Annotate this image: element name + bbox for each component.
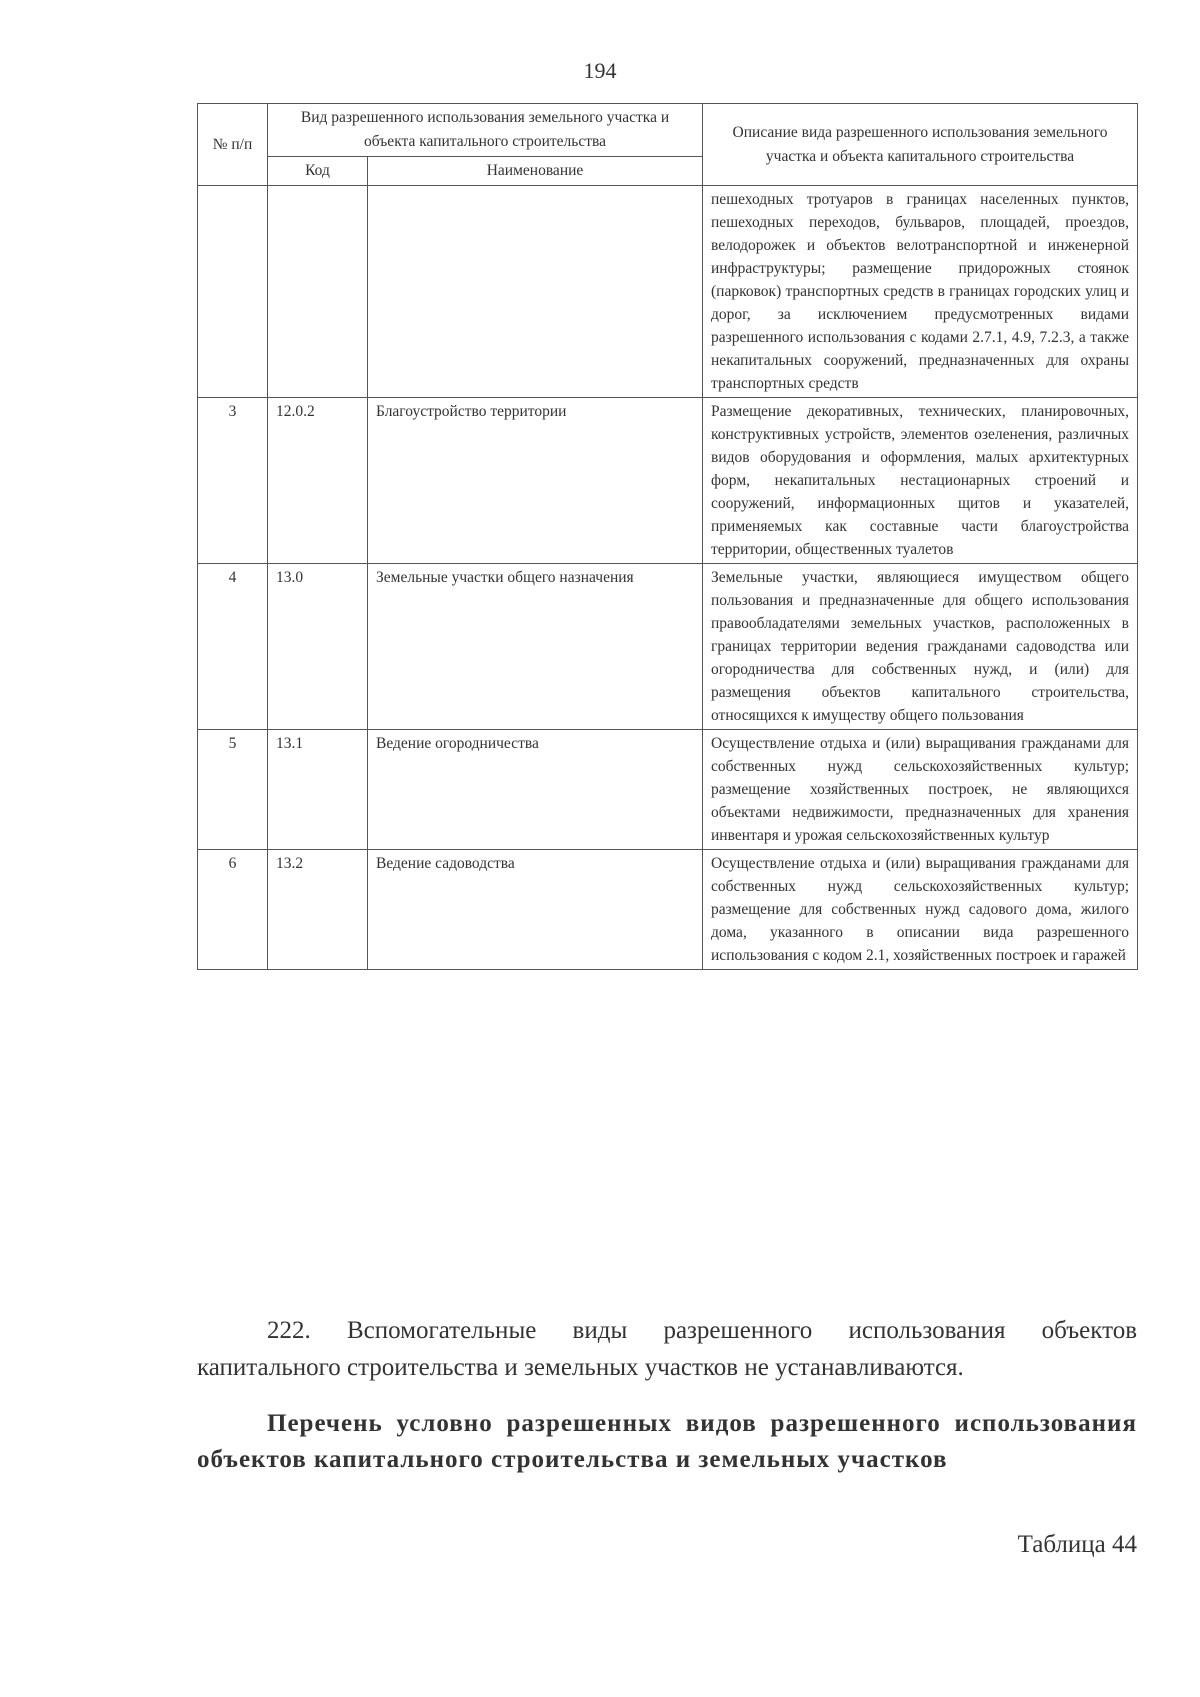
row-code [268, 186, 368, 398]
row-name: Ведение садоводства [368, 850, 703, 970]
row-num [198, 186, 268, 398]
row-code: 13.1 [268, 730, 368, 850]
header-name: Наименование [368, 157, 703, 186]
row-description: Земельные участки, являющиеся имуществом общего пользования и предназначенные для общего использования правообладателями земельных участков, расположенных в границах территории ведения гражданами садоводства или огородничества для собственных нужд, и (или) для размещения объектов капитального строительства, относящихся к имуществу общего пользования [703, 564, 1138, 730]
header-description: Описание вида разрешенного использования земельного участка и объекта капитального строительства [703, 104, 1138, 186]
row-description: Размещение декоративных, технических, планировочных, конструктивных устройств, элементов озеленения, различных видов оборудования и оформления, малых архитектурных форм, некапитальных нестационарных строений и сооружений, информационных щитов и указателей, применяемых как составные части благоустройства территории, общественных туалетов [703, 398, 1138, 564]
row-description: Осуществление отдыха и (или) выращивания гражданами для собственных нужд сельскохозяйственных культур; размещение хозяйственных построек, не являющихся объектами недвижимости, предназначенных для хранения инвентаря и урожая сельскохозяйственных культур [703, 730, 1138, 850]
row-description: пешеходных тротуаров в границах населенных пунктов, пешеходных переходов, бульваров, площадей, проездов, велодорожек и объектов велотранспортной и инженерной инфраструктуры; размещение придорожных стоянок (парковок) транспортных средств в границах городских улиц и дорог, за исключением предусмотренных видами разрешенного использования с кодами 2.7.1, 4.9, 7.2.3, а также некапитальных сооружений, предназначенных для охраны транспортных средств [703, 186, 1138, 398]
section-heading: Перечень условно разрешенных видов разрешенного использования объектов капитального строительства и земельных участков [197, 1410, 1137, 1473]
row-name: Ведение огородничества [368, 730, 703, 850]
header-group: Вид разрешенного использования земельного участка и объекта капитального строительства [268, 104, 703, 157]
land-use-table [197, 103, 1138, 970]
row-name: Земельные участки общего назначения [368, 564, 703, 730]
table-caption: Таблица 44 [1017, 1531, 1137, 1558]
body-paragraph: 222. Вспомогательные виды разрешенного использования объектов капитального строительства и земельных участков не устанавливаются. [197, 1317, 1137, 1381]
table-header-row [198, 104, 1138, 157]
row-name [368, 186, 703, 398]
table-row [198, 564, 1138, 730]
row-code: 13.0 [268, 564, 368, 730]
header-num: № п/п [198, 104, 268, 186]
table-row [198, 398, 1138, 564]
table-row [198, 850, 1138, 970]
row-num: 3 [198, 398, 268, 564]
row-code: 12.0.2 [268, 398, 368, 564]
row-description: Осуществление отдыха и (или) выращивания гражданами для собственных нужд сельскохозяйственных культур; размещение для собственных нужд садового дома, жилого дома, указанного в описании вида разрешенного использования с кодом 2.1, хозяйственных построек и гаражей [703, 850, 1138, 970]
row-num: 4 [198, 564, 268, 730]
row-num: 6 [198, 850, 268, 970]
row-code: 13.2 [268, 850, 368, 970]
header-code: Код [268, 157, 368, 186]
row-num: 5 [198, 730, 268, 850]
page-number: 194 [583, 58, 617, 83]
row-name: Благоустройство территории [368, 398, 703, 564]
table-row [198, 186, 1138, 398]
table-row [198, 730, 1138, 850]
